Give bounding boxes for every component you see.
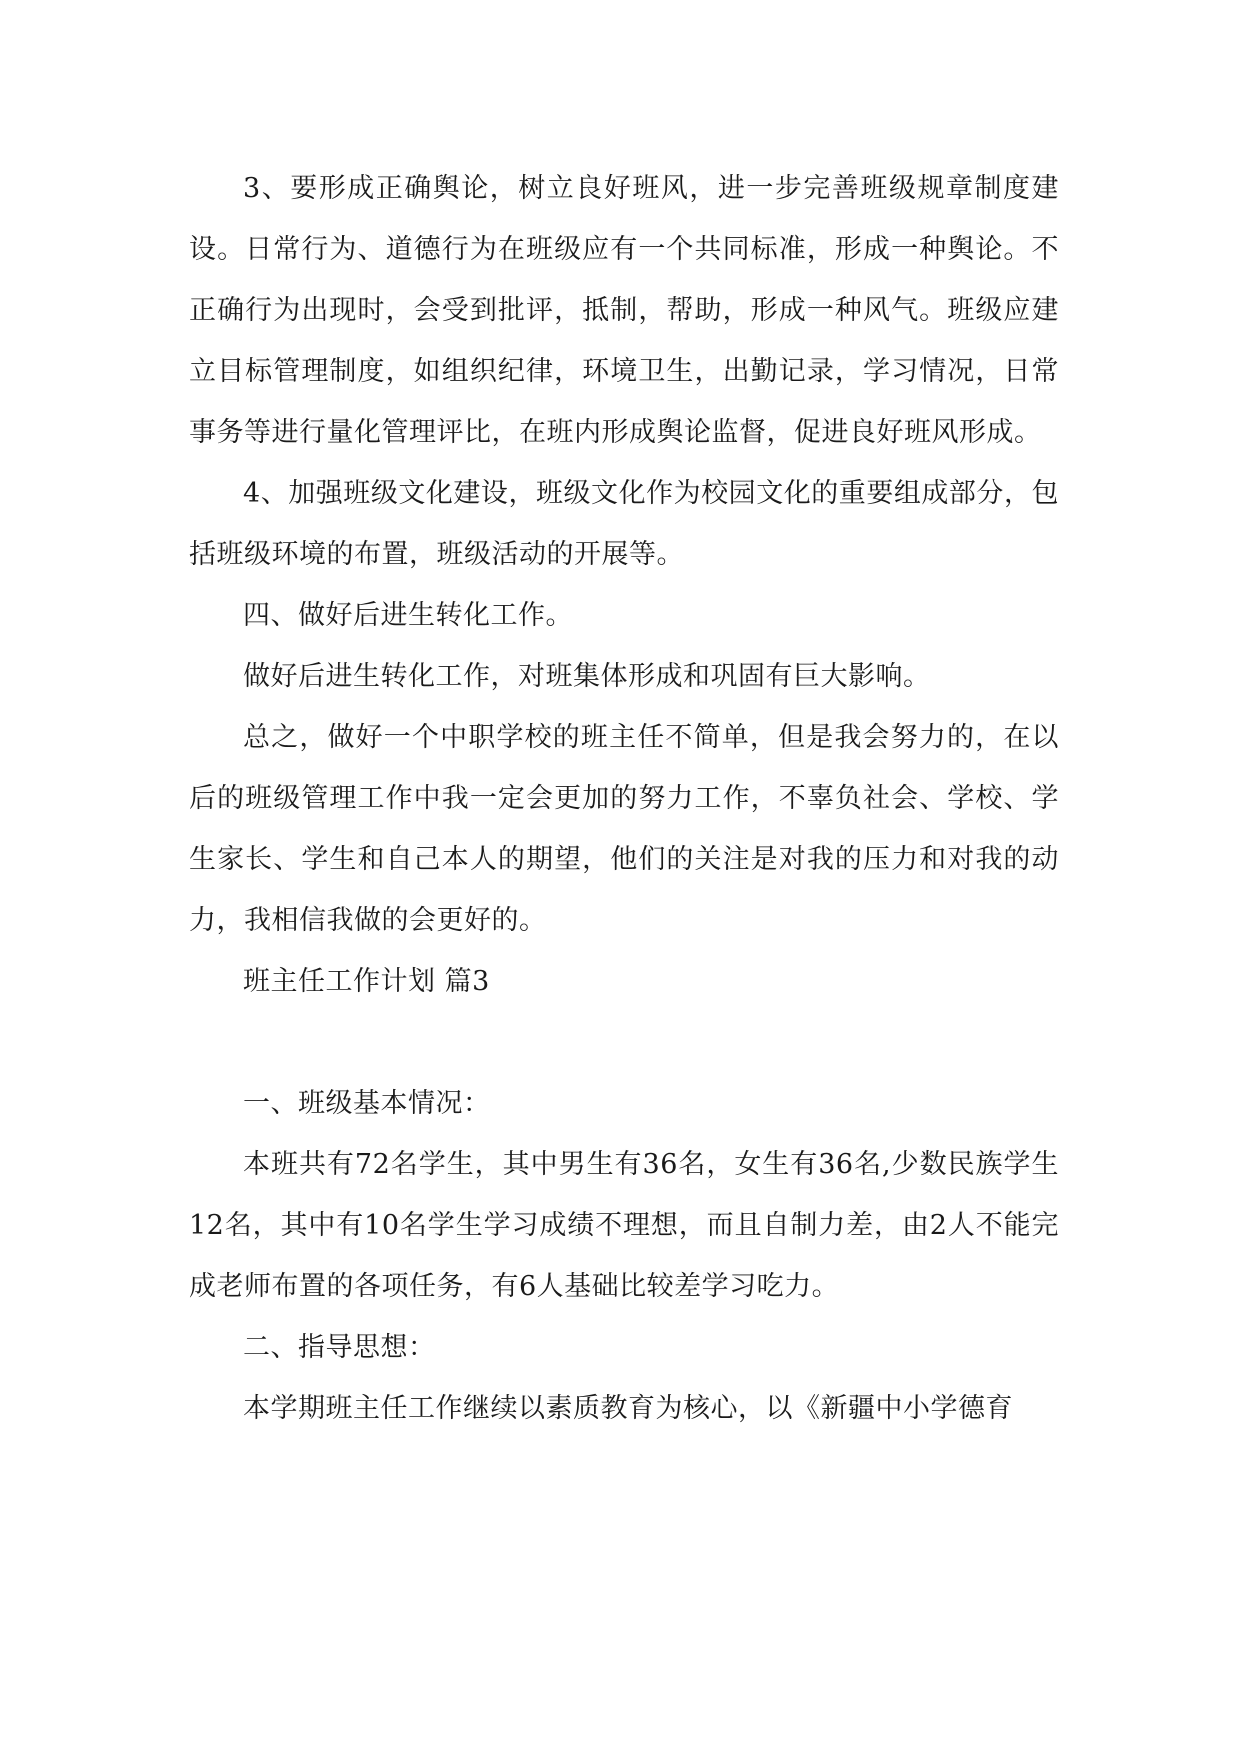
heading-plan-part-three: 班主任工作计划 篇3 <box>243 966 490 997</box>
heading-section-four: 四、做好后进生转化工作。 <box>243 600 573 631</box>
paragraph-guiding-ideology: 本学期班主任工作继续以素质教育为核心，以《新疆中小学德育 <box>243 1393 1013 1424</box>
paragraph-underachievers: 做好后进生转化工作，对班集体形成和巩固有巨大影响。 <box>243 661 931 692</box>
heading-guiding-ideology: 二、指导思想： <box>243 1332 436 1363</box>
paragraph-conclusion: 总之，做好一个中职学校的班主任不简单，但是我会努力的，在以后的班级管理工作中我一定会更加的努力工作，不辜负社会、学校、学生家长、学生和自己本人的期望，他们的关注是对我的压力和对我的动力，我相信我做的会更好的。 <box>189 722 1059 936</box>
blank-line <box>189 1012 1059 1073</box>
paragraph-class-rules: 3、要形成正确舆论，树立良好班风，进一步完善班级规章制度建设。日常行为、道德行为在班级应有一个共同标准，形成一种舆论。不正确行为出现时，会受到批评，抵制，帮助，形成一种风气。班级应建立目标管理制度，如组织纪律，环境卫生，出勤记录，学习情况，日常事务等进行量化管理评比，在班内形成舆论监督，促进良好班风形成。 <box>189 173 1059 448</box>
paragraph-class-culture: 4、加强班级文化建设，班级文化作为校园文化的重要组成部分，包括班级环境的布置，班级活动的开展等。 <box>189 478 1059 570</box>
heading-class-basic-info: 一、班级基本情况： <box>243 1088 491 1119</box>
document-body <box>189 158 1059 1439</box>
paragraph-class-stats: 本班共有72名学生，其中男生有36名，女生有36名,少数民族学生12名，其中有10名学生学习成绩不理想，而且自制力差，由2人不能完成老师布置的各项任务，有6人基础比较差学习吃力。 <box>189 1149 1059 1302</box>
